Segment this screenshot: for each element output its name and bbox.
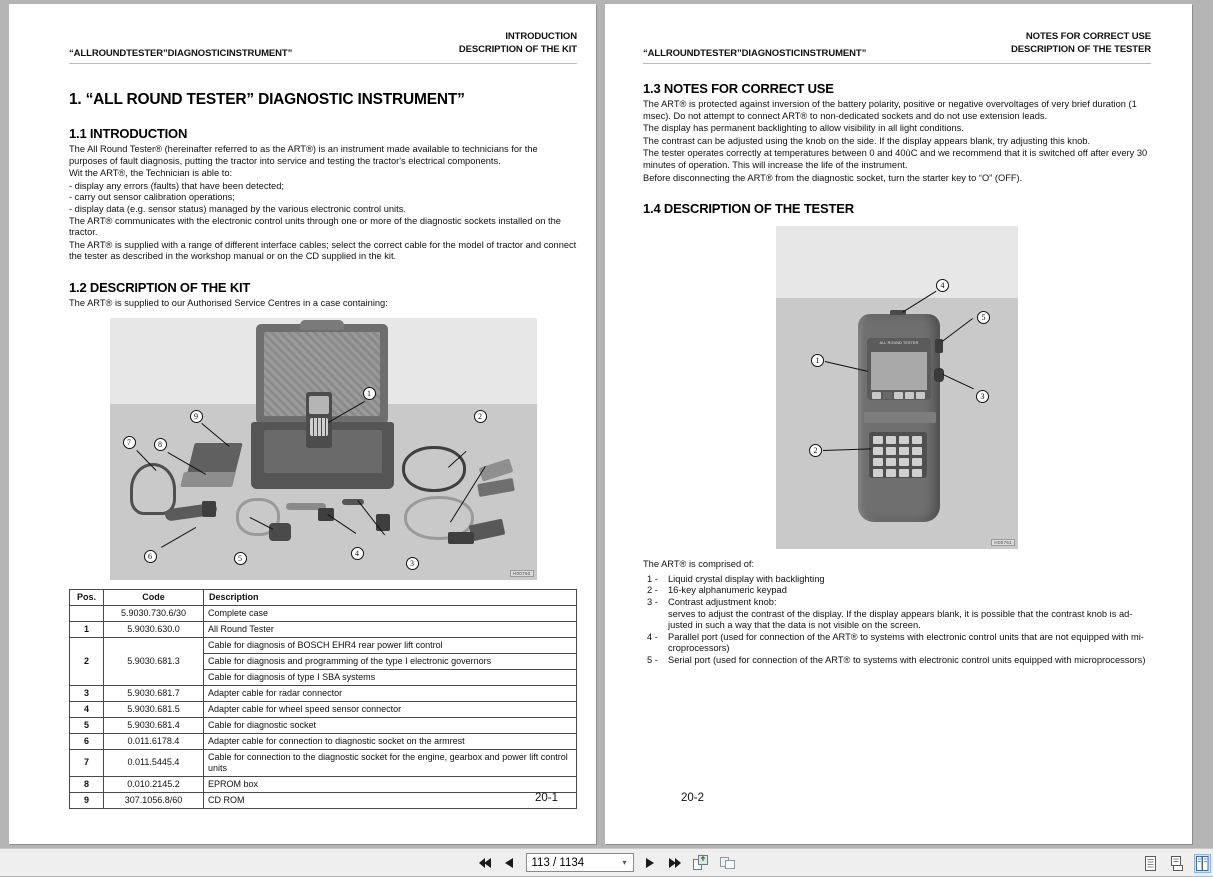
- cell-pos: 6: [70, 733, 104, 749]
- paragraph-1-3-1: The ART® is protected against inversion of the battery polarity, positive or negative overvoltages of very brief duration (1 msec). Do not attempt to connect ART® to non-dedicated sockets and do not use extension leads.: [643, 99, 1137, 121]
- cell-description: CD ROM: [204, 792, 577, 808]
- toolbar-view-mode-group: [1142, 849, 1211, 877]
- keypad-key: [873, 436, 883, 444]
- document-page-left[interactable]: [9, 4, 596, 844]
- table-row: [70, 621, 577, 637]
- last-page-button[interactable]: [666, 853, 684, 873]
- list-item: [643, 574, 1151, 586]
- skip-forward-icon: [668, 857, 682, 869]
- table-row: [70, 776, 577, 792]
- tester-in-case-screen: [309, 396, 329, 414]
- keypad-key: [912, 447, 922, 455]
- callout-2: 2: [474, 410, 487, 423]
- keypad-key: [899, 447, 909, 455]
- extract-page-button[interactable]: [691, 853, 711, 873]
- running-head-chapter-right: [1011, 30, 1151, 56]
- cell-pos: 1: [70, 621, 104, 637]
- paragraph-1-1-3: The ART® communicates with the electronic control units through one or more of the diagnostic sockets installed on the tractor.: [69, 215, 561, 238]
- keypad-key: [912, 436, 922, 444]
- keypad-key: [886, 458, 896, 466]
- continuous-scroll-view-icon: [1170, 856, 1184, 871]
- cell-pos: 9: [70, 792, 104, 808]
- page-folio-right: 20-2: [681, 792, 705, 804]
- page-number-field[interactable]: [526, 853, 634, 872]
- paragraph-1-3-3: The contrast can be adjusted using the knob on the side. If the display appears blank, try adjusting this knob.: [643, 135, 1091, 146]
- lcd-display: [871, 352, 927, 390]
- heading-1-4: 1.4 DESCRIPTION OF THE TESTER: [643, 201, 854, 217]
- page-folio-left: 20-1: [534, 792, 558, 804]
- next-page-button[interactable]: [641, 853, 659, 873]
- cell-code: 5.9030.681.3: [104, 637, 204, 685]
- tester-parts-list: [643, 574, 1151, 667]
- heading-1-1: 1.1 INTRODUCTION: [69, 126, 188, 141]
- keypad-key: [912, 469, 922, 477]
- column-header-code: Code: [104, 589, 204, 605]
- list-item-text: Liquid crystal display with backlighting: [668, 573, 825, 584]
- keypad-key: [873, 469, 883, 477]
- callout-3: 3: [406, 557, 419, 570]
- duplicate-page-icon: [720, 855, 736, 870]
- parts-table-body: [70, 605, 577, 808]
- soft-key-5: [916, 392, 925, 399]
- running-head-title-right: “ALLROUNDTESTER”DIAGNOSTICINSTRUMENT”: [643, 48, 867, 59]
- callout-9: 9: [190, 410, 203, 423]
- housing-groove: [864, 412, 936, 423]
- cable-4-connector: [318, 508, 334, 521]
- soft-key-1: [872, 392, 881, 399]
- table-row: [70, 685, 577, 701]
- keypad-key: [899, 469, 909, 477]
- figure-kit-contents: [110, 318, 537, 580]
- soft-key-3: [894, 392, 903, 399]
- list-item: [643, 597, 1151, 632]
- callout-8: 8: [154, 438, 167, 451]
- keypad-key: [886, 436, 896, 444]
- cell-code: 5.9030.681.7: [104, 685, 204, 701]
- cell-code: 5.9030.681.4: [104, 717, 204, 733]
- column-header-description: Description: [204, 589, 577, 605]
- cell-description: Complete case: [204, 605, 577, 621]
- cable-bundle-2-upper: [402, 446, 466, 492]
- list-item-text: Serial port (used for connection of the ART® to systems with electronic control units equipped with microprocessors): [668, 654, 1146, 665]
- toolbar-navigation-group: [0, 853, 1213, 873]
- figure-tester-front: [776, 226, 1018, 549]
- cell-pos: [70, 605, 104, 621]
- running-head-line-2: DESCRIPTION OF THE KIT: [458, 44, 577, 55]
- running-head-line-1: INTRODUCTION: [505, 31, 577, 42]
- cell-code: 307.1056.8/60: [104, 792, 204, 808]
- two-page-view-icon: [1196, 856, 1209, 871]
- cell-code: 0.011.5445.4: [104, 749, 204, 776]
- display-brand-label: ALL ROUND TESTER: [879, 341, 919, 346]
- running-head-right-line-2: DESCRIPTION OF THE TESTER: [1010, 44, 1151, 55]
- cell-description: Cable for connection to the diagnostic socket for the engine, gearbox and power lift control units: [204, 749, 577, 776]
- keypad-key: [873, 447, 883, 455]
- soft-key-4: [905, 392, 914, 399]
- page-title: 1. “ALL ROUND TESTER” DIAGNOSTIC INSTRUMENT”: [69, 91, 465, 108]
- cell-description: Adapter cable for connection to diagnostic socket on the armrest: [204, 733, 577, 749]
- paragraph-1-3-4: The tester operates correctly at temperatures between 0 and 40ûC and we recommend that it is switched off after every 30 minutes of operation. This will increase the life of the instrument.: [643, 148, 1148, 170]
- triangle-left-icon: [504, 857, 515, 869]
- table-row: [70, 637, 577, 653]
- running-head-right-page: [643, 30, 1151, 64]
- cable-5-connector: [269, 523, 291, 541]
- column-header-pos: Pos.: [70, 589, 104, 605]
- bullet-1-1-3: - display data (e.g. sensor status) managed by the various electronic control units.: [69, 203, 406, 214]
- tester-callout-4: 4: [936, 279, 949, 292]
- keypad-key: [912, 458, 922, 466]
- tester-callout-2: 2: [809, 444, 822, 457]
- table-row: [70, 733, 577, 749]
- parts-table: [69, 589, 577, 809]
- cell-pos: 8: [70, 776, 104, 792]
- callout-4: 4: [351, 547, 364, 560]
- cell-description: EPROM box: [204, 776, 577, 792]
- cable-7: [130, 463, 176, 515]
- running-head-chapter: [459, 30, 577, 56]
- cell-description: Cable for diagnosis of BOSCH EHR4 rear power lift control: [204, 637, 577, 653]
- cell-description: Adapter cable for wheel speed sensor connector: [204, 701, 577, 717]
- cell-pos: 4: [70, 701, 104, 717]
- case-handle: [300, 320, 344, 330]
- cell-description: All Round Tester: [204, 621, 577, 637]
- list-item-text: Contrast adjustment knob:: [668, 596, 777, 607]
- table-row: [70, 792, 577, 808]
- list-item: [643, 655, 1151, 667]
- triangle-right-icon: [644, 857, 655, 869]
- callout-6: 6: [144, 550, 157, 563]
- list-item-number: 5 -: [647, 654, 658, 665]
- chevron-down-icon[interactable]: ▾: [622, 858, 627, 867]
- list-item-text: 16-key alphanumeric keypad: [668, 585, 787, 596]
- bullet-1-1-2: - carry out sensor calibration operations;: [69, 192, 235, 203]
- skip-back-icon: [478, 857, 492, 869]
- extract-page-icon: [693, 855, 709, 870]
- list-item-number: 3 -: [647, 596, 658, 607]
- table-row: [70, 749, 577, 776]
- paragraph-1-1-1: The All Round Tester® (hereinafter referred to as the ART®) is an instrument made available to technicians for the purposes of fault diagnosis, putting the tractor into service and testing the tractor's electrical components.: [69, 144, 538, 166]
- bullet-1-1-1: - display any errors (faults) that have been detected;: [69, 180, 284, 191]
- tester-figure-background-upper: [776, 226, 1018, 298]
- cell-code: 5.9030.730.6/30: [104, 605, 204, 621]
- document-page-right[interactable]: [605, 4, 1192, 844]
- paragraph-1-1-4: The ART® is supplied with a range of different interface cables; select the correct cable for the model of tractor and connect the tester as described in the workshop manual or on the CD supplied in the kit.: [69, 239, 577, 262]
- tester-callout-3: 3: [976, 390, 989, 403]
- cell-code: 5.9030.630.0: [104, 621, 204, 637]
- callout-1: 1: [363, 387, 376, 400]
- table-header-row: [70, 589, 577, 605]
- keypad-key: [899, 458, 909, 466]
- table-row: [70, 717, 577, 733]
- cable-bundle-2-connector-d: [448, 532, 474, 544]
- cell-description: Cable for diagnosis of type I SBA systems: [204, 669, 577, 685]
- cell-description: Adapter cable for radar connector: [204, 685, 577, 701]
- paragraph-1-1-2: Wit the ART®, the Technician is able to:: [69, 168, 233, 179]
- tester-parts-intro: The ART® is comprised of:: [643, 559, 755, 570]
- duplicate-page-button[interactable]: [718, 853, 738, 873]
- list-item-number: 2 -: [647, 585, 658, 596]
- paragraph-1-2-1: The ART® is supplied to our Authorised Service Centres in a case containing:: [69, 297, 388, 308]
- cell-pos: 7: [70, 749, 104, 776]
- single-page-view-button[interactable]: [1142, 854, 1159, 873]
- keypad-key: [886, 469, 896, 477]
- cell-description: Cable for diagnosis and programming of the type I electronic governors: [204, 653, 577, 669]
- first-page-button[interactable]: [476, 853, 494, 873]
- previous-page-button[interactable]: [501, 853, 519, 873]
- callout-5: 5: [234, 552, 247, 565]
- cell-code: 0.010.2145.2: [104, 776, 204, 792]
- heading-1-3: 1.3 NOTES FOR CORRECT USE: [643, 81, 834, 96]
- page-number-value: 113 / 1134: [531, 856, 585, 869]
- continuous-scroll-view-button[interactable]: [1168, 854, 1185, 873]
- running-head-right-line-1: NOTES FOR CORRECT USE: [1025, 31, 1151, 42]
- tester-callout-5: 5: [977, 311, 990, 324]
- keypad-key: [899, 436, 909, 444]
- tester-in-case-keypad: [310, 418, 328, 436]
- tester-callout-1: 1: [811, 354, 824, 367]
- list-item-number: 4 -: [647, 631, 658, 642]
- table-row: [70, 605, 577, 621]
- list-item-number: 1 -: [647, 573, 658, 584]
- heading-1-2: 1.2 DESCRIPTION OF THE KIT: [69, 279, 251, 295]
- paragraph-1-3-5: Before disconnecting the ART® from the diagnostic socket, turn the starter key to “O” (OFF).: [643, 172, 1023, 183]
- cell-description: Cable for diagnostic socket: [204, 717, 577, 733]
- callout-7: 7: [123, 436, 136, 449]
- cell-pos: 2: [70, 637, 104, 685]
- list-item: [643, 632, 1151, 655]
- two-page-view-button[interactable]: [1194, 854, 1211, 873]
- table-row: [70, 701, 577, 717]
- running-head-left-page: [69, 30, 577, 64]
- soft-key-2: [883, 392, 892, 399]
- cell-pos: 3: [70, 685, 104, 701]
- viewer-toolbar[interactable]: [0, 848, 1213, 876]
- eprom-box: [180, 472, 236, 487]
- list-item-text: Parallel port (used for connection of the ART® to systems with electronic control units that are not equipped with mi-croprocessors): [668, 631, 1144, 654]
- keypad-key: [873, 458, 883, 466]
- cable-6-connector: [202, 501, 216, 517]
- single-page-view-icon: [1144, 856, 1157, 871]
- cell-code: 5.9030.681.5: [104, 701, 204, 717]
- list-item-subtext: serves to adjust the contrast of the display. If the display appears blank, it is possible that the contrast knob is ad-justed in such a way that the data is not visible on the screen.: [668, 608, 1133, 631]
- running-head-title: “ALLROUNDTESTER”DIAGNOSTICINSTRUMENT”: [69, 48, 293, 59]
- figure-code-tag: H00760: [510, 570, 534, 577]
- cell-code: 0.011.6178.4: [104, 733, 204, 749]
- cell-pos: 5: [70, 717, 104, 733]
- paragraph-1-3-2: The display has permanent backlighting to allow visibility in all light conditions.: [643, 123, 964, 134]
- keypad-key: [886, 447, 896, 455]
- tester-figure-code-tag: H00761: [991, 539, 1015, 546]
- list-item: [643, 585, 1151, 597]
